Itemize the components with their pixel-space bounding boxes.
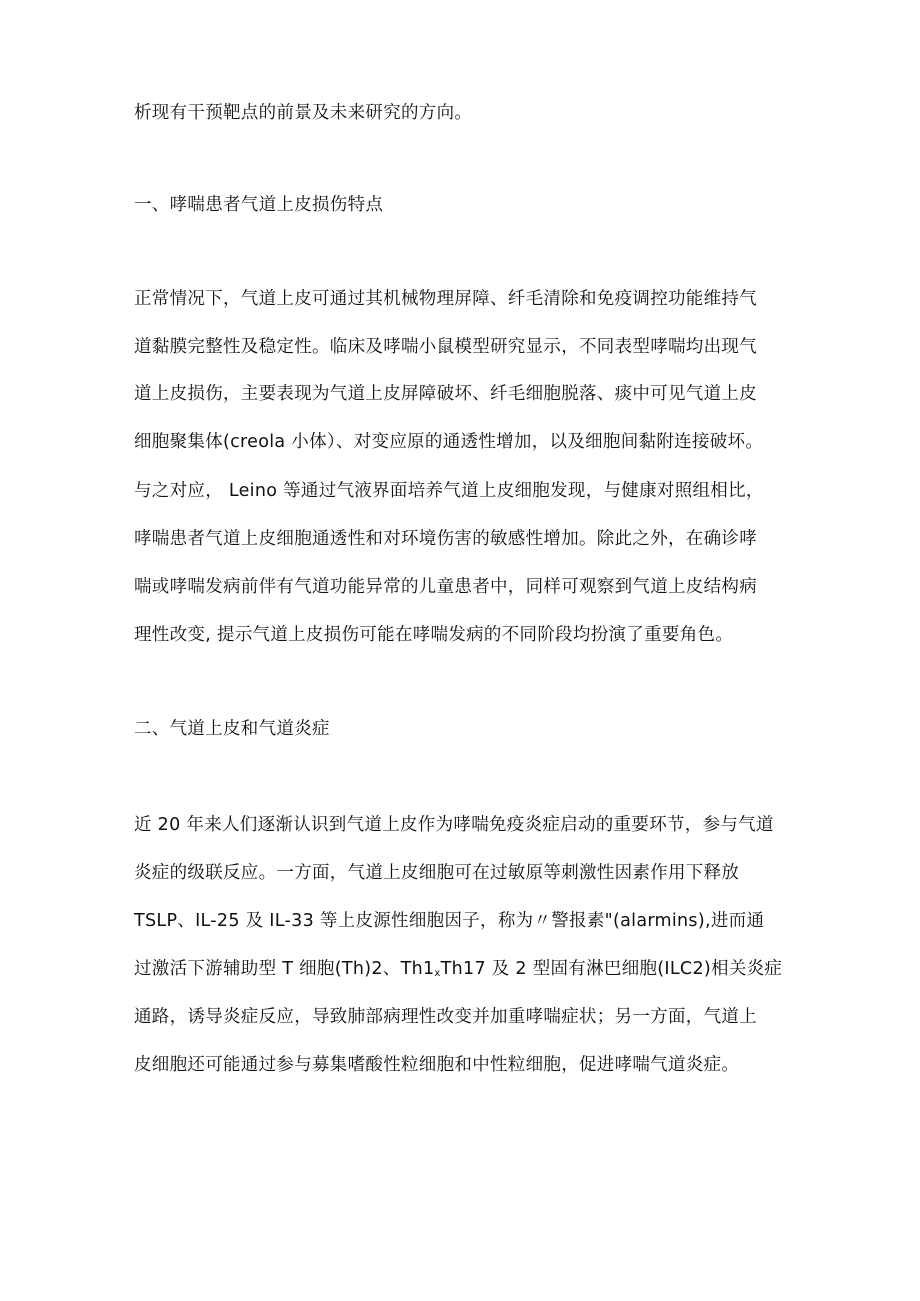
subscript: x <box>434 968 441 979</box>
paragraph-line: 道黏膜完整性及稳定性。临床及哮喘小鼠模型研究显示，不同表型哮喘均出现气 <box>134 337 757 357</box>
paragraph-line-with-subscript <box>134 957 782 986</box>
paragraph-line: 近 20 年来人们逐渐认识到气道上皮作为哮喘免疫炎症启动的重要环节，参与气道 <box>134 815 774 835</box>
paragraph-line: 正常情况下，气道上皮可通过其机械物理屏障、纤毛清除和免疫调控功能维持气 <box>134 289 757 309</box>
line-end: Th17 及 2 型固有淋巴细胞(ILC2)相关炎症 <box>440 959 783 979</box>
paragraph-line: 皮细胞还可能通过参与募集嗜酸性粒细胞和中性粒细胞，促进哮喘气道炎症。 <box>134 1055 740 1075</box>
paragraph-line: TSLP、IL-25 及 IL-33 等上皮源性细胞因子，称为〃警报素"(alarmins),进而通 <box>134 911 765 931</box>
section2-heading: 二、气道上皮和气道炎症 <box>134 719 330 739</box>
line-start: 过激活下游辅助型 T 细胞(Th)2、Th1 <box>134 959 435 979</box>
paragraph-line: 哮喘患者气道上皮细胞通透性和对环境伤害的敏感性增加。除此之外，在确诊哮 <box>134 529 757 549</box>
paragraph-line: 通路，诱导炎症反应，导致肺部病理性改变并加重哮喘症状；另一方面，气道上 <box>134 1007 757 1027</box>
intro-line: 析现有干预靶点的前景及未来研究的方向。 <box>134 103 473 123</box>
paragraph-line: 细胞聚集体(creola 小体）、对变应原的通透性增加，以及细胞间黏附连接破坏。 <box>134 432 764 452</box>
paragraph-line: 炎症的级联反应。一方面，气道上皮细胞可在过敏原等刺激性因素作用下释放 <box>134 863 740 883</box>
paragraph-line: 道上皮损伤，主要表现为气道上皮屏障破坏、纤毛细胞脱落、痰中可见气道上皮 <box>134 384 757 404</box>
paragraph-line: 喘或哮喘发病前伴有气道功能异常的儿童患者中，同样可观察到气道上皮结构病 <box>134 577 757 597</box>
section1-heading: 一、哮喘患者气道上皮损伤特点 <box>134 195 384 215</box>
paragraph-line: 与之对应， Leino 等通过气液界面培养气道上皮细胞发现，与健康对照组相比， <box>134 481 764 501</box>
paragraph-line: 理性改变, 提示气道上皮损伤可能在哮喘发病的不同阶段均扮演了重要角色。 <box>134 625 734 645</box>
